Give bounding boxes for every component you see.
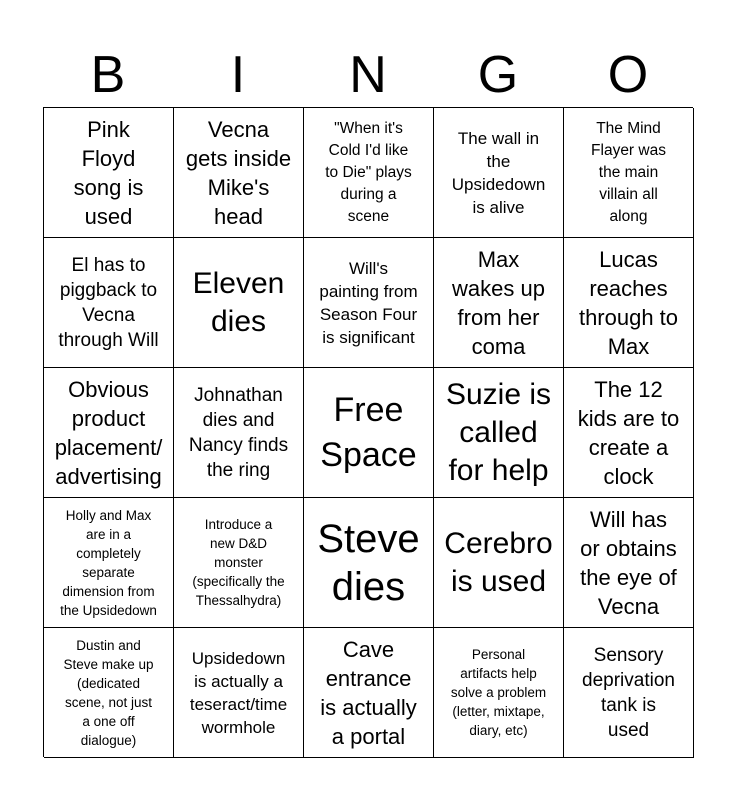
bingo-cell[interactable] [44, 238, 174, 368]
bingo-cell[interactable] [174, 368, 304, 498]
cell-text: Obvious product placement/ advertising [54, 376, 163, 489]
cell-text: Holly and Max are in a completely separate dimension from the Upsidedown [60, 507, 157, 618]
bingo-cell[interactable] [304, 628, 434, 758]
header-letter-o: O [607, 46, 649, 104]
cell-text: Personal artifacts help solve a problem (letter, mixtape, diary, etc) [450, 647, 547, 738]
bingo-cell[interactable] [174, 628, 304, 758]
cell-text: Cave entrance is actually a portal [320, 636, 417, 749]
cell-text: Steve dies [317, 516, 420, 609]
cell-text: Will has or obtains the eye of Vecna [580, 506, 677, 619]
bingo-cell[interactable] [44, 108, 174, 238]
bingo-cell[interactable] [304, 238, 434, 368]
cell-text: Upsidedown is actually a teseract/time wormhole [189, 648, 288, 737]
cell-text: Vecna gets inside Mike's head [185, 116, 292, 229]
cell-text: Will's painting from Season Four is significant [319, 258, 418, 347]
header-letter-b: B [90, 46, 126, 104]
free-space-cell[interactable] [304, 368, 434, 498]
cell-text: Johnathan dies and Nancy finds the ring [188, 384, 289, 481]
cell-text: The 12 kids are to create a clock [577, 376, 680, 489]
bingo-cell[interactable] [304, 498, 434, 628]
cell-text: El has to piggback to Vecna through Will [58, 254, 159, 351]
bingo-cell[interactable] [564, 368, 694, 498]
bingo-cell[interactable] [434, 108, 564, 238]
cell-text: The Mind Flayer was the main villain all along [591, 119, 666, 225]
bingo-cell[interactable] [434, 628, 564, 758]
bingo-cell[interactable] [434, 238, 564, 368]
bingo-cell[interactable] [564, 108, 694, 238]
cell-text: Sensory deprivation tank is used [582, 644, 675, 741]
bingo-cell[interactable] [44, 628, 174, 758]
cell-text: Max wakes up from her coma [452, 246, 545, 359]
bingo-cell[interactable] [564, 238, 694, 368]
cell-text: The wall in the Upsidedown is alive [451, 128, 546, 217]
bingo-cell[interactable] [174, 108, 304, 238]
bingo-cell[interactable] [174, 238, 304, 368]
bingo-header [43, 44, 693, 106]
bingo-cell[interactable] [434, 498, 564, 628]
cell-text: Suzie is called for help [445, 377, 552, 487]
header-letter-n: N [349, 46, 387, 104]
cell-text: Introduce a new D&D monster (specifically the Thessalhydra) [192, 517, 285, 608]
bingo-cell[interactable] [174, 498, 304, 628]
bingo-cell[interactable] [564, 628, 694, 758]
bingo-cell[interactable] [44, 498, 174, 628]
bingo-cell[interactable] [434, 368, 564, 498]
cell-text: Pink Floyd song is used [73, 116, 144, 229]
cell-text: Eleven dies [192, 266, 285, 338]
cell-text: "When it's Cold I'd like to Die" plays during a scene [325, 119, 412, 225]
cell-text: Lucas reaches through to Max [578, 246, 679, 359]
bingo-cell[interactable] [564, 498, 694, 628]
bingo-cell[interactable] [304, 108, 434, 238]
header-letter-g: G [477, 46, 519, 104]
free-space-text: Free Space [320, 390, 417, 474]
bingo-grid [43, 107, 693, 757]
cell-text: Cerebro is used [444, 526, 553, 598]
header-letter-i: I [230, 46, 246, 104]
bingo-cell[interactable] [44, 368, 174, 498]
cell-text: Dustin and Steve make up (dedicated scene, not just a one off dialogue) [63, 637, 154, 748]
